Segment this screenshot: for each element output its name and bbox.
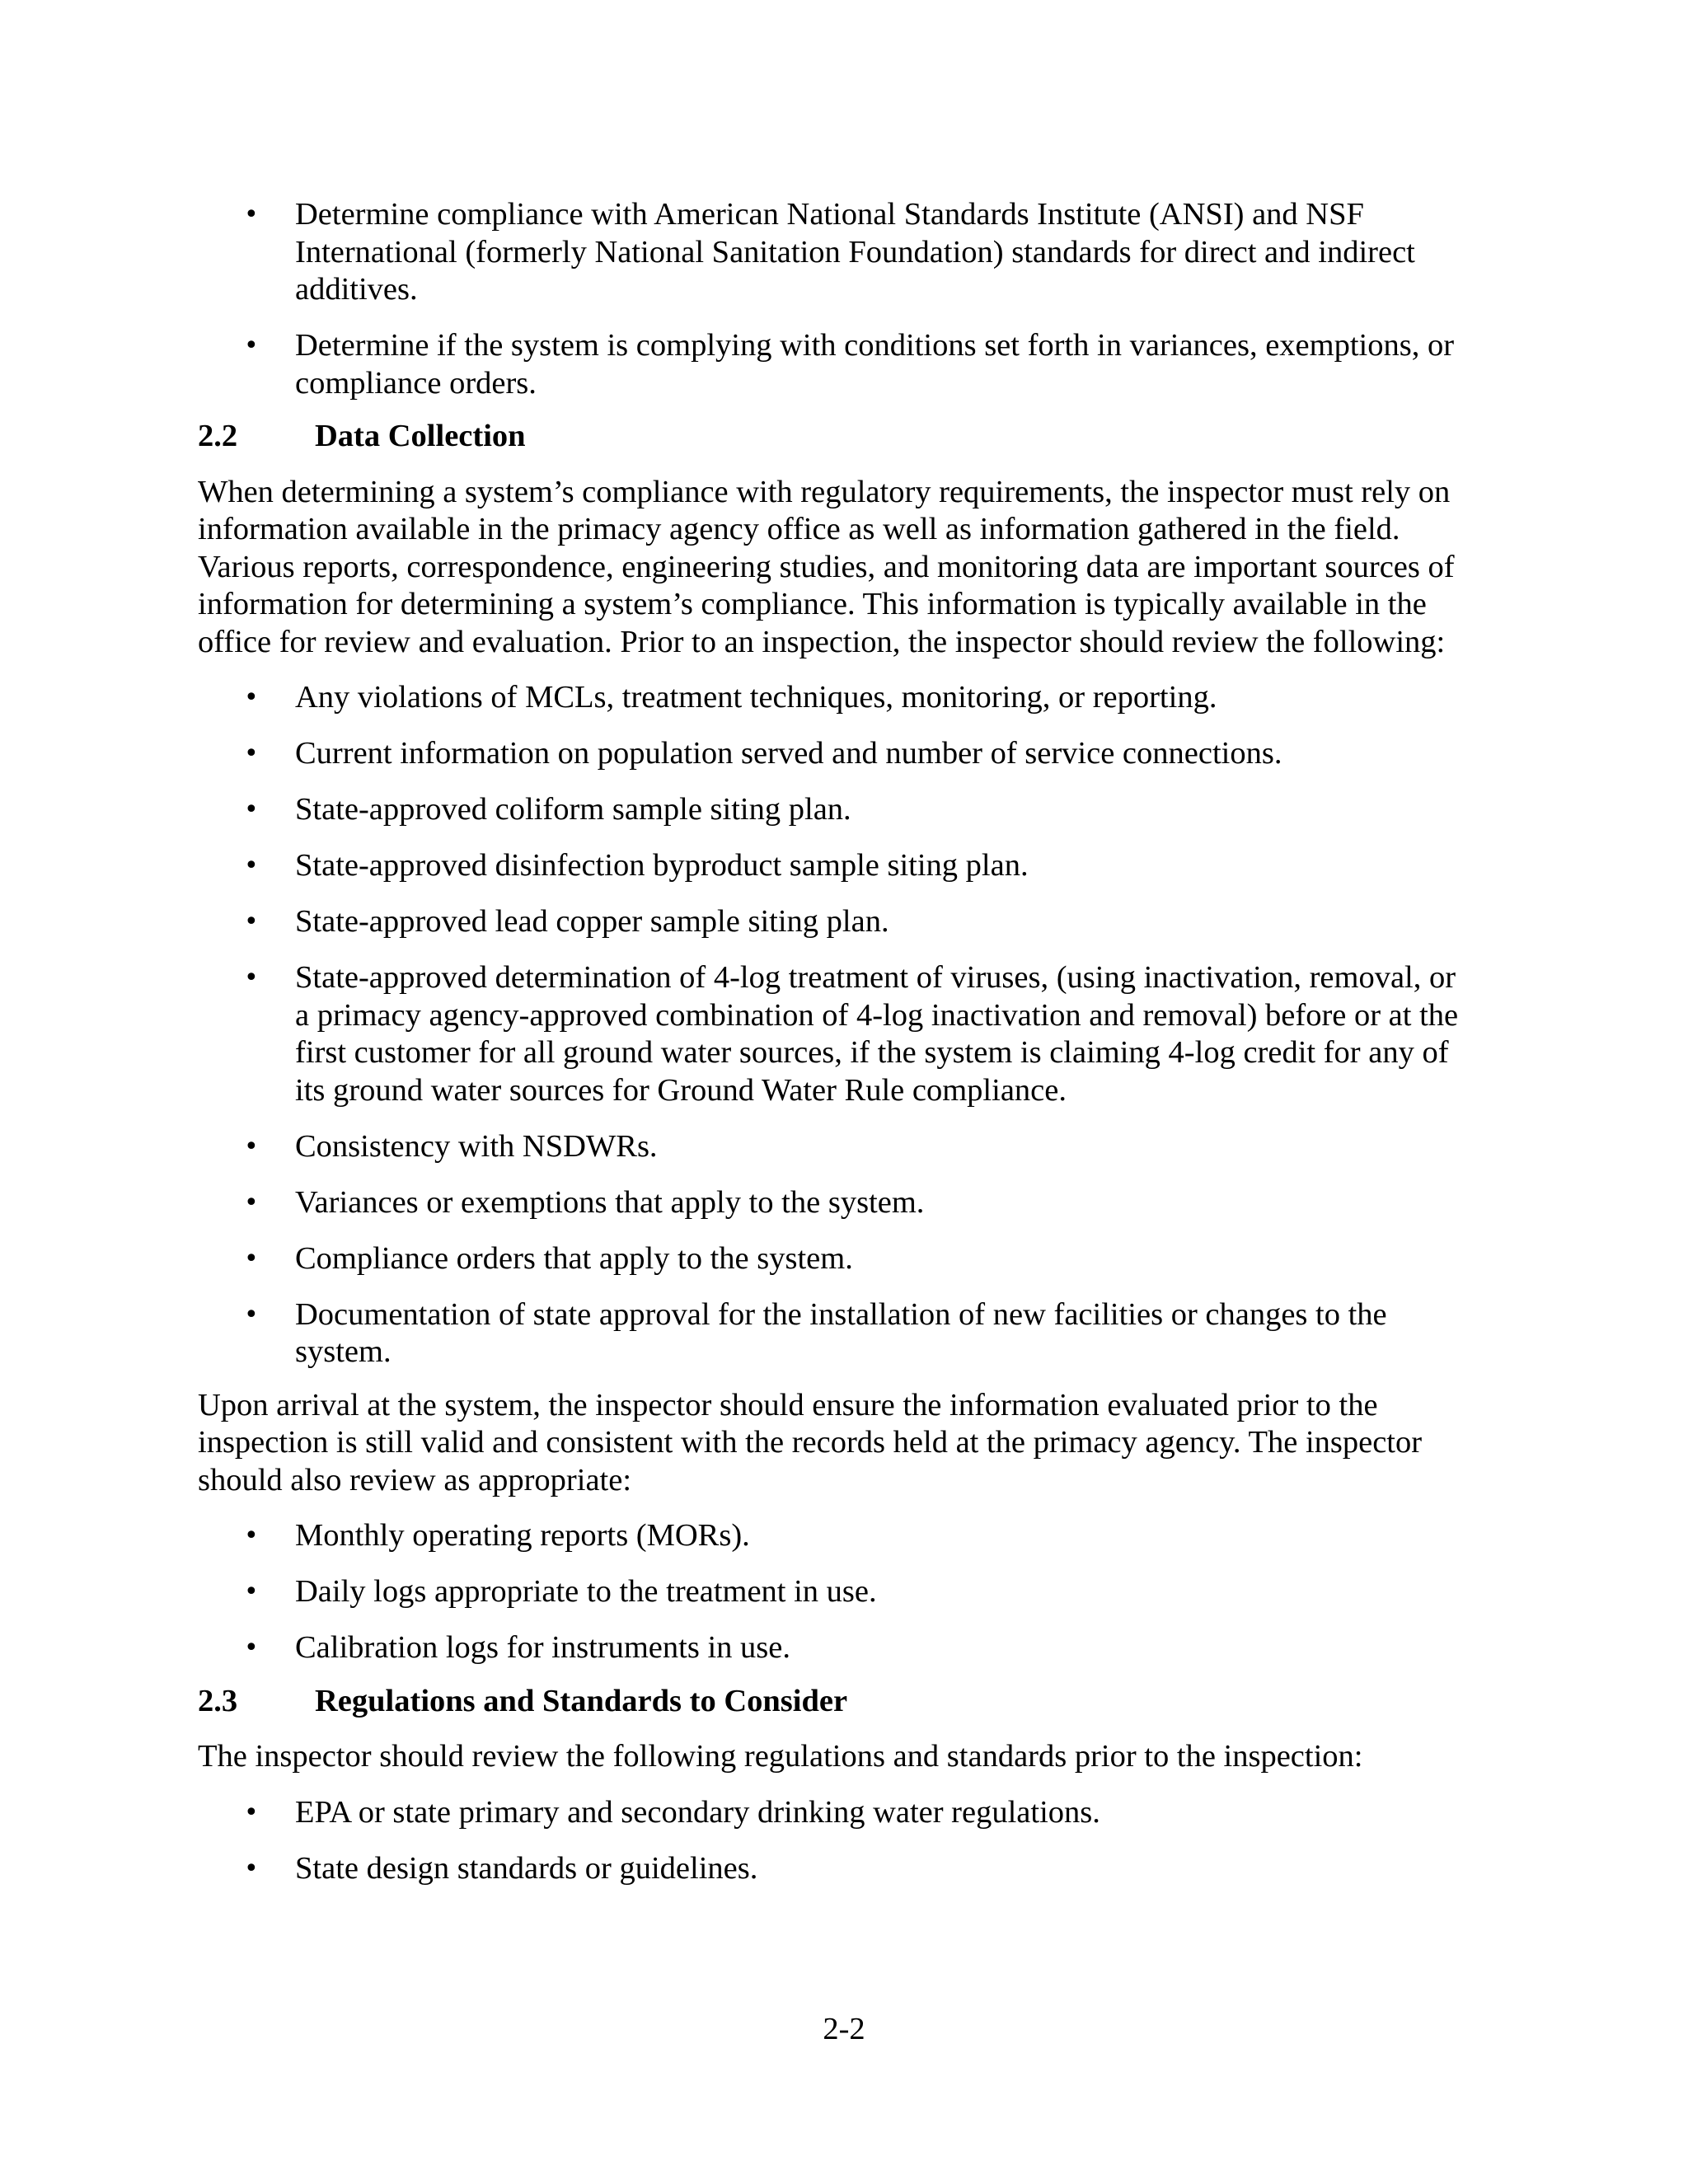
paragraph-regulations-intro: The inspector should review the following regulations and standards prior to the inspection: xyxy=(198,1739,1363,1774)
section-title: Regulations and Standards to Consider xyxy=(315,1683,848,1718)
page-number: 2-2 xyxy=(823,2012,865,2046)
bullet-list-regulations xyxy=(198,1794,1474,1888)
list-item: • Compliance orders that apply to the system. xyxy=(198,1240,1474,1278)
list-item: • Documentation of state approval for the installation of new facilities or changes to the system. xyxy=(198,1296,1474,1371)
list-item: • Monthly operating reports (MORs). xyxy=(198,1517,1474,1555)
list-item: • Determine compliance with American National Standards Institute (ANSI) and NSF International (formerly National Sanitation Foundation) standards for direct and indirect additives. xyxy=(198,196,1474,309)
list-item: • Calibration logs for instruments in use. xyxy=(198,1629,1474,1667)
paragraph-data-collection-intro: When determining a system’s compliance with regulatory requirements, the inspector must rely on information available in the primacy agency office as well as information gathered in the field. Various reports, correspondence, engineering studies, and monitoring data are important sources of information for determining a system’s compliance. This information is typically available in the office for review and evaluation. Prior to an inspection, the inspector should review the following: xyxy=(198,474,1455,659)
bullet-list-review-items xyxy=(198,679,1474,1371)
section-number: 2.3 xyxy=(198,1683,238,1718)
list-item: • EPA or state primary and secondary drinking water regulations. xyxy=(198,1794,1474,1832)
list-item: • State-approved disinfection byproduct sample siting plan. xyxy=(198,847,1474,885)
bullet-list-arrival-items xyxy=(198,1517,1474,1667)
list-item: • Any violations of MCLs, treatment techniques, monitoring, or reporting. xyxy=(198,679,1474,717)
paragraph-arrival: Upon arrival at the system, the inspector should ensure the information evaluated prior to the inspection is still valid and consistent with the records held at the primacy agency. The inspector should also review as appropriate: xyxy=(198,1387,1423,1497)
section-heading-2-2 xyxy=(198,418,1474,456)
list-item: • Current information on population served and number of service connections. xyxy=(198,735,1474,773)
section-number: 2.2 xyxy=(198,419,238,453)
list-item: • Daily logs appropriate to the treatment in use. xyxy=(198,1573,1474,1611)
list-item: • State-approved lead copper sample siting plan. xyxy=(198,903,1474,941)
list-item: • Consistency with NSDWRs. xyxy=(198,1128,1474,1166)
list-item: • Variances or exemptions that apply to the system. xyxy=(198,1184,1474,1222)
section-heading-2-3 xyxy=(198,1683,1474,1721)
page-content xyxy=(198,196,1474,1906)
list-item: • State-approved coliform sample siting plan. xyxy=(198,791,1474,829)
list-item: • State design standards or guidelines. xyxy=(198,1850,1474,1888)
list-item: • Determine if the system is complying with conditions set forth in variances, exemptions, or compliance orders. xyxy=(198,327,1474,402)
bullet-list-top xyxy=(198,196,1474,402)
list-item: • State-approved determination of 4-log treatment of viruses, (using inactivation, removal, or a primacy agency-approved combination of 4-log inactivation and removal) before or at the first customer for all ground water sources, if the system is claiming 4-log credit for any of its ground water sources for Ground Water Rule compliance. xyxy=(198,959,1474,1109)
section-title: Data Collection xyxy=(315,419,526,453)
